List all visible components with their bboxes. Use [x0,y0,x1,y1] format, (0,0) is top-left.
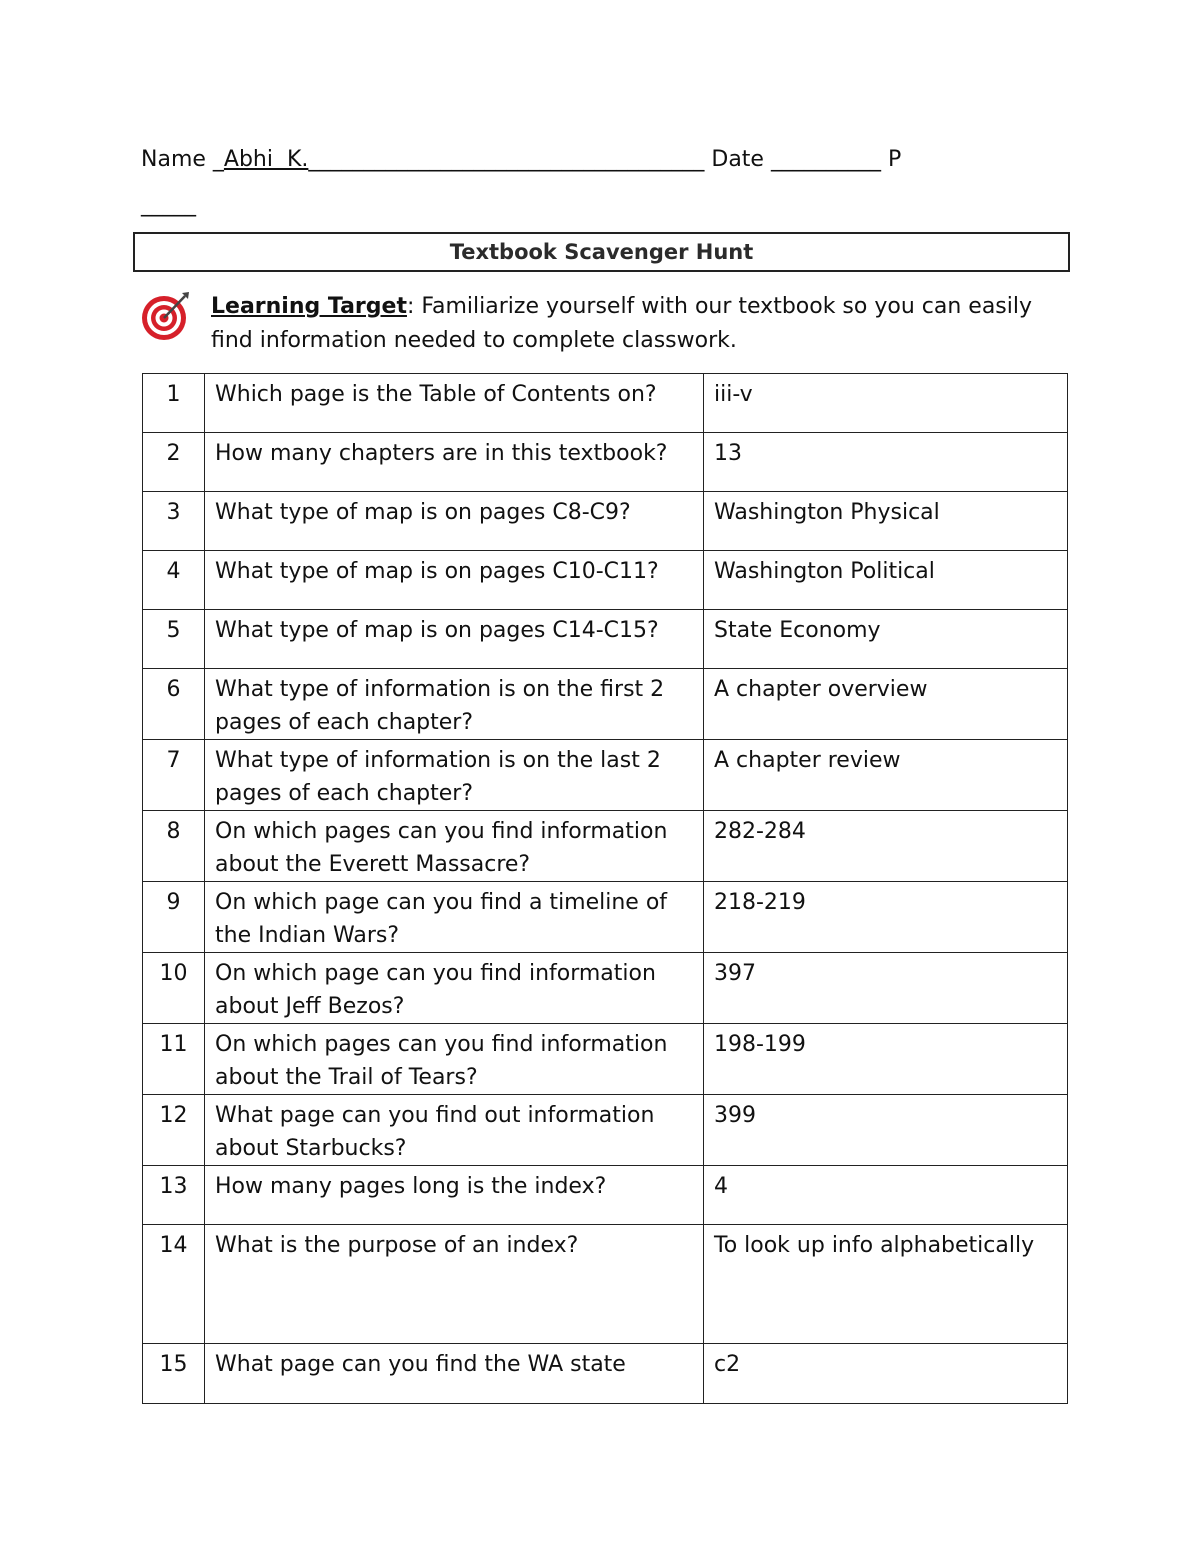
question-number: 9 [143,882,205,953]
answer-field[interactable]: 282-284 [704,811,1068,882]
answer-field[interactable]: 399 [704,1095,1068,1166]
answer-field[interactable]: 397 [704,953,1068,1024]
answer-field[interactable]: To look up info alphabetically [704,1225,1068,1344]
question-number: 8 [143,811,205,882]
question-text: What type of information is on the first 2 pages of each chapter? [205,669,704,740]
table-row [143,1095,1068,1166]
table-row [143,551,1068,610]
answer-field[interactable]: 198-199 [704,1024,1068,1095]
period-label: P [880,147,902,172]
table-row [143,374,1068,433]
question-text: What type of map is on pages C10-C11? [205,551,704,610]
name-field[interactable]: Abhi K. [223,147,309,172]
answer-field[interactable]: Washington Political [704,551,1068,610]
question-number: 4 [143,551,205,610]
question-text: What page can you find the WA state [205,1344,704,1404]
target-icon [140,290,192,342]
question-number: 11 [143,1024,205,1095]
scavenger-hunt-table [142,373,1068,1404]
question-text: What is the purpose of an index? [205,1225,704,1344]
date-label: Date [704,147,771,172]
question-text: On which page can you find information about Jeff Bezos? [205,953,704,1024]
learning-target-text: Familiarize yourself with our textbook so you can easily find information needed to complete classwork. [211,294,1033,353]
question-number: 15 [143,1344,205,1404]
question-text: What type of map is on pages C8-C9? [205,492,704,551]
answer-field[interactable]: iii-v [704,374,1068,433]
answer-field[interactable]: Washington Physical [704,492,1068,551]
learning-target-separator: : [406,294,422,319]
table-row [143,492,1068,551]
question-number: 10 [143,953,205,1024]
date-field[interactable]: __________ [770,147,881,172]
question-number: 12 [143,1095,205,1166]
name-blank: ____________________________________ [308,147,705,172]
table-row [143,433,1068,492]
question-number: 5 [143,610,205,669]
question-number: 2 [143,433,205,492]
table-row [143,740,1068,811]
table-row [143,953,1068,1024]
worksheet-title: Textbook Scavenger Hunt [133,232,1070,272]
question-text: How many pages long is the index? [205,1166,704,1225]
table-row [143,669,1068,740]
question-text: On which pages can you find information about the Trail of Tears? [205,1024,704,1095]
table-row [143,1166,1068,1225]
table-row [143,1024,1068,1095]
table-row [143,1344,1068,1404]
question-text: Which page is the Table of Contents on? [205,374,704,433]
name-label: Name _ [141,147,224,172]
table-row [143,1225,1068,1344]
question-number: 7 [143,740,205,811]
question-number: 1 [143,374,205,433]
answer-field[interactable]: 4 [704,1166,1068,1225]
answer-field[interactable]: A chapter overview [704,669,1068,740]
question-text: On which page can you find a timeline of the Indian Wars? [205,882,704,953]
learning-target-label: Learning Target [211,294,407,319]
question-text: How many chapters are in this textbook? [205,433,704,492]
table-row [143,610,1068,669]
table-row [143,811,1068,882]
table-row [143,882,1068,953]
question-text: On which pages can you find information about the Everett Massacre? [205,811,704,882]
learning-target [211,290,1051,358]
question-number: 13 [143,1166,205,1225]
name-date-line [141,143,1071,177]
answer-field[interactable]: 13 [704,433,1068,492]
answer-field[interactable]: c2 [704,1344,1068,1404]
period-field[interactable]: _____ [141,192,196,217]
question-number: 6 [143,669,205,740]
question-text: What type of map is on pages C14-C15? [205,610,704,669]
question-text: What type of information is on the last 2 pages of each chapter? [205,740,704,811]
answer-field[interactable]: State Economy [704,610,1068,669]
question-number: 14 [143,1225,205,1344]
answer-field[interactable]: A chapter review [704,740,1068,811]
question-number: 3 [143,492,205,551]
answer-field[interactable]: 218-219 [704,882,1068,953]
question-text: What page can you find out information about Starbucks? [205,1095,704,1166]
